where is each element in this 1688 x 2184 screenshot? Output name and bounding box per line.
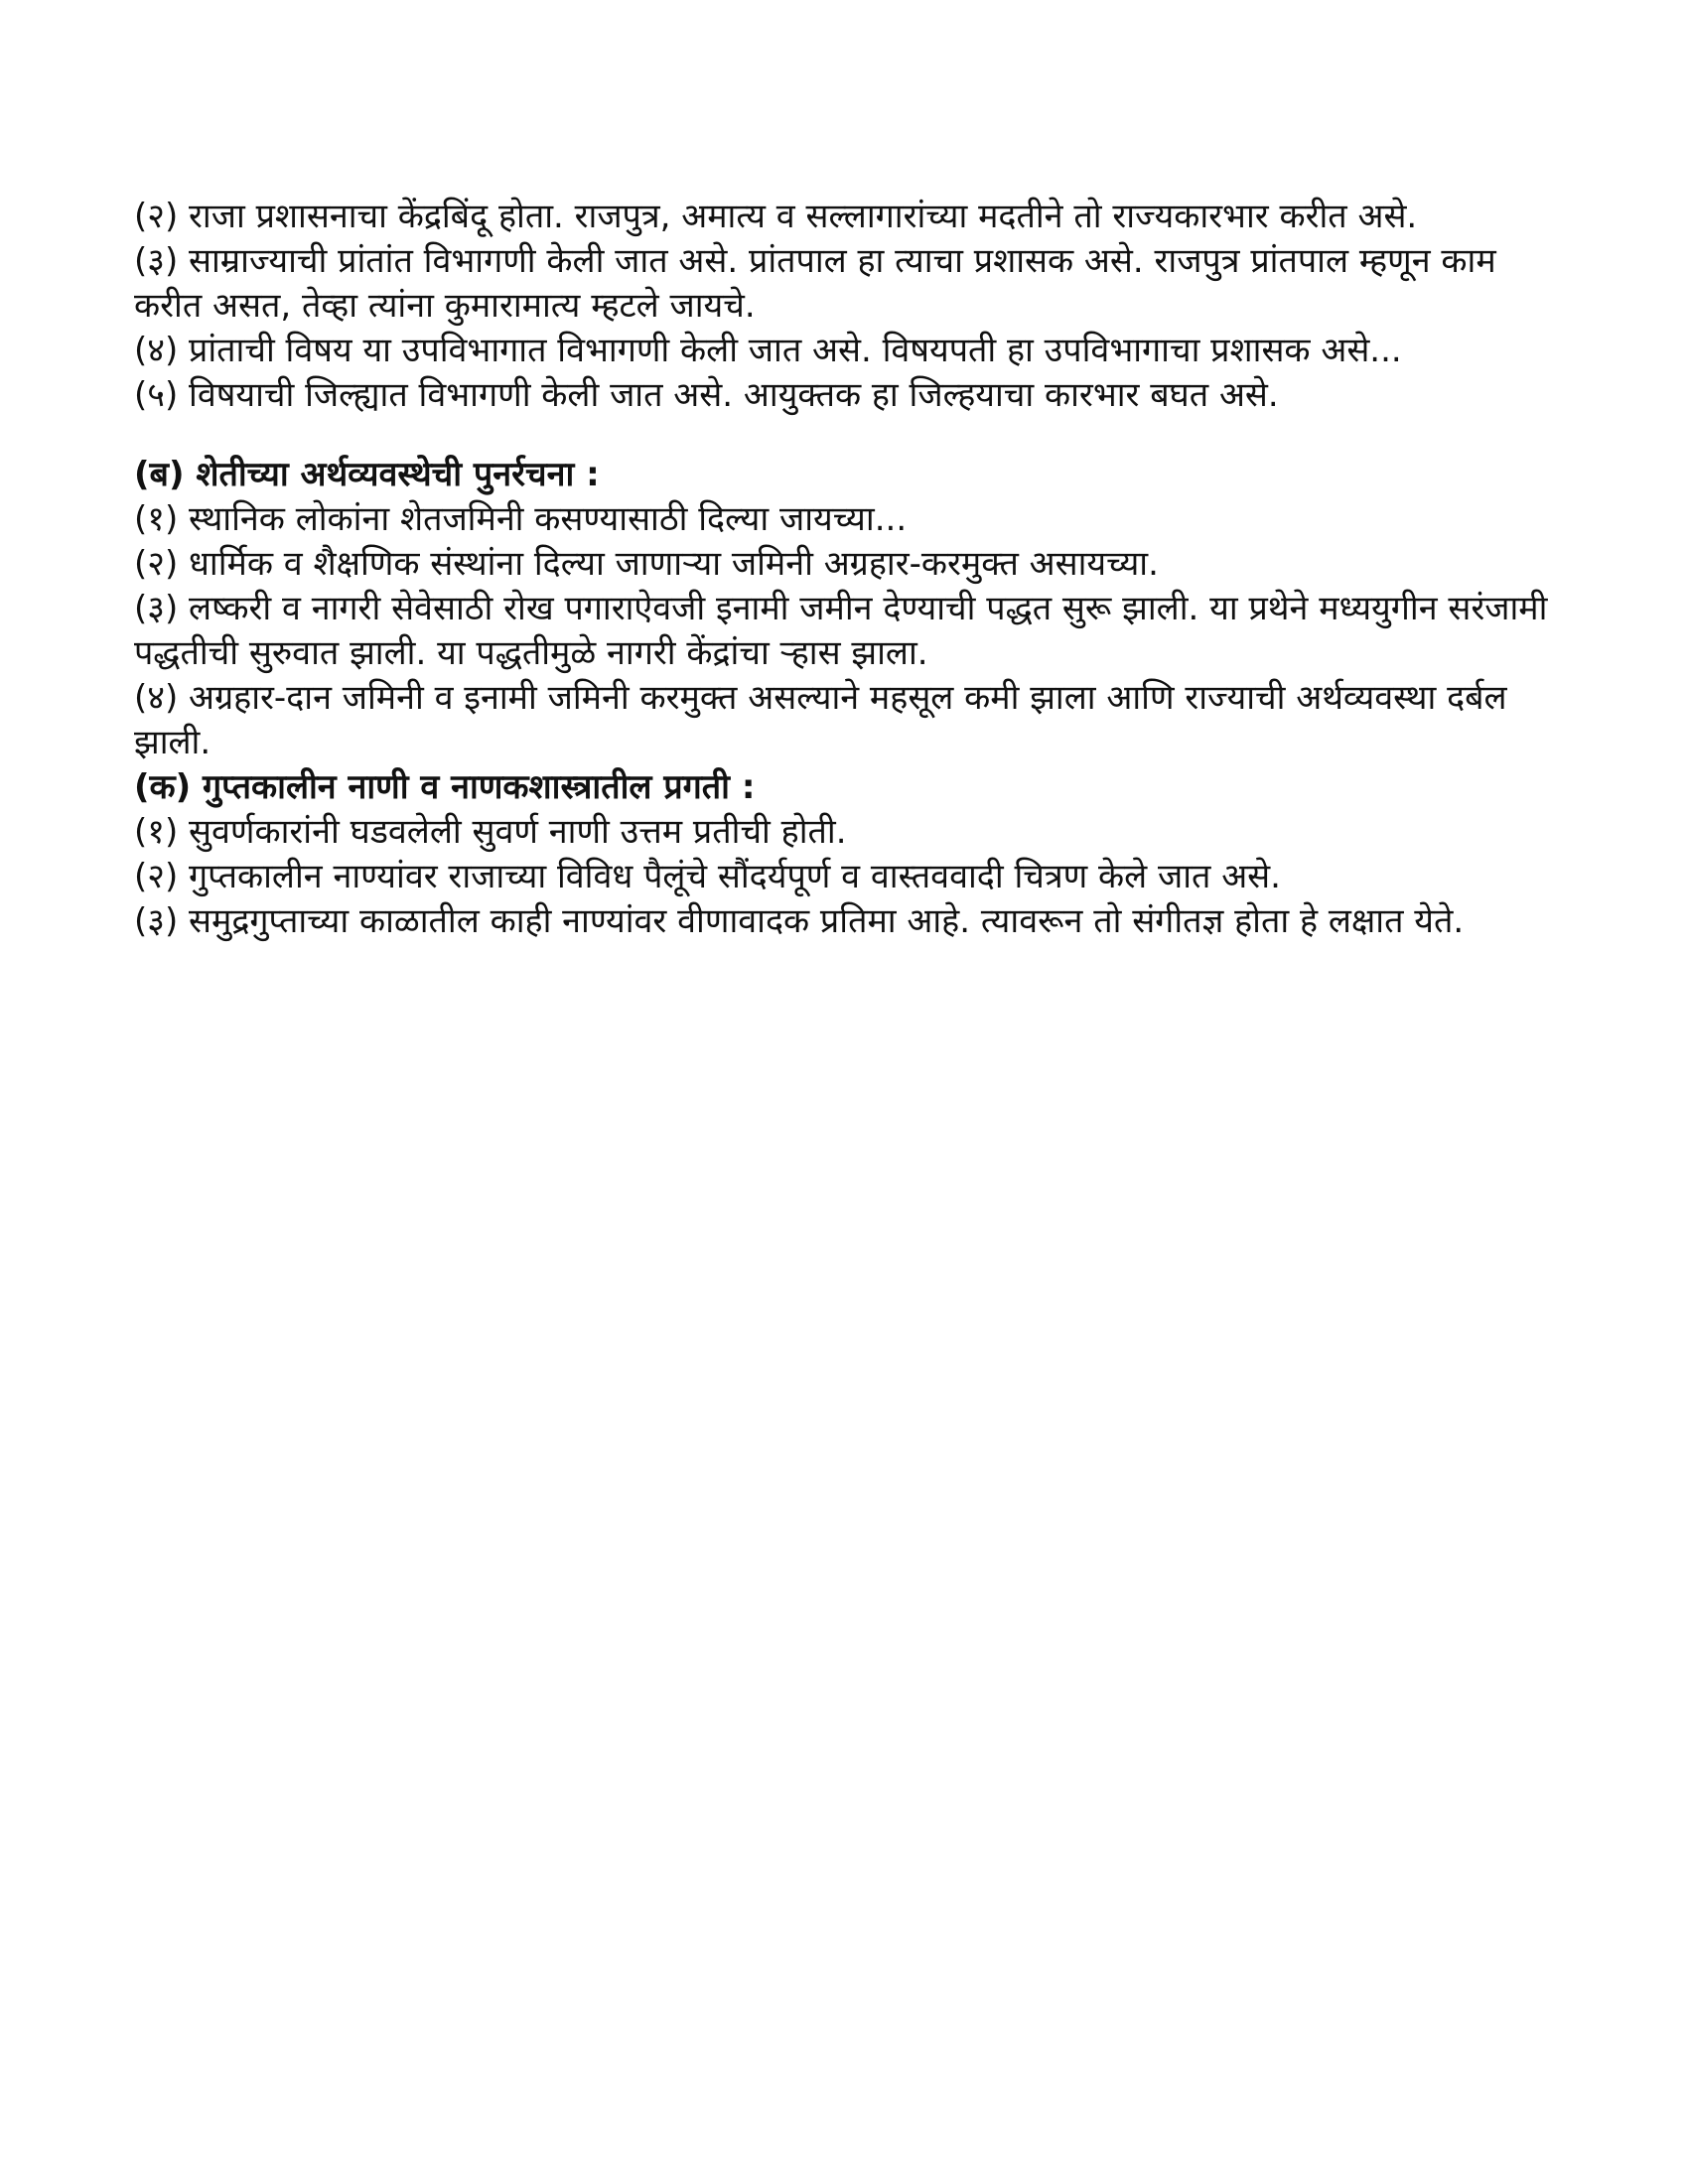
section-a-item-3: (३) साम्राज्याची प्रांतांत विभागणी केली जात असे. प्रांतपाल हा त्याचा प्रशासक असे. राजपुत्र प्रांतपाल म्हणून काम करीत असत, तेव्हा त्यांना कुमारामात्य म्हटले जायचे. (134, 241, 1496, 326)
section-b-item-1: (१) स्थानिक लोकांना शेतजमिनी कसण्यासाठी दिल्या जायच्या... (134, 499, 908, 539)
section-spacer (134, 418, 1564, 453)
section-c-heading: (क) गुप्तकालीन नाणी व नाणकशास्त्रातील प्रगती : (134, 767, 756, 807)
section-b-item-4: (४) अग्रहार-दान जमिनी व इनामी जमिनी करमुक्त असल्याने महसूल कमी झाला आणि राज्याची अर्थव्यवस्था दर्बल झाली. (134, 678, 1507, 762)
section-a-item-5: (५) विषयाची जिल्ह्यात विभागणी केली जात असे. आयुक्तक हा जिल्हयाचा कारभार बघत असे. (134, 375, 1279, 415)
section-a-item-2: (२) राजा प्रशासनाचा केंद्रबिंदू होता. राजपुत्र, अमात्य व सल्लागारांच्या मदतीने तो राज्यकारभार करीत असे. (134, 197, 1418, 236)
section-c-item-3: (३) समुद्रगुप्ताच्या काळातील काही नाण्यांवर वीणावादक प्रतिमा आहे. त्यावरून तो संगीतज्ञ होता हे लक्षात येते. (134, 901, 1465, 941)
section-c-item-2: (२) गुप्तकालीन नाण्यांवर राजाच्या विविध पैलूंचे सौंदर्यपूर्ण व वास्तववादी चित्रण केले जात असे. (134, 857, 1281, 896)
section-c-item-1: (१) सुवर्णकारांनी घडवलेली सुवर्ण नाणी उत्तम प्रतीची होती. (134, 812, 847, 852)
section-b-heading: (ब) शेतीच्या अर्थव्यवस्थेची पुनर्रचना : (134, 455, 600, 494)
section-a-item-4: (४) प्रांताची विषय या उपविभागात विभागणी केली जात असे. विषयपती हा उपविभागाचा प्रशासक असे... (134, 331, 1402, 370)
section-b-item-2: (२) धार्मिक व शैक्षणिक संस्थांना दिल्या जाणाऱ्या जमिनी अग्रहार-करमुक्त असायच्या. (134, 544, 1159, 584)
document-body (134, 195, 1564, 944)
section-b-item-3: (३) लष्करी व नागरी सेवेसाठी रोख पगाराऐवजी इनामी जमीन देण्याची पद्धत सुरू झाली. या प्रथेने मध्ययुगीन सरंजामी पद्धतीची सुरुवात झाली. या पद्धतीमुळे नागरी केंद्रांचा ऱ्हास झाला. (134, 589, 1548, 673)
